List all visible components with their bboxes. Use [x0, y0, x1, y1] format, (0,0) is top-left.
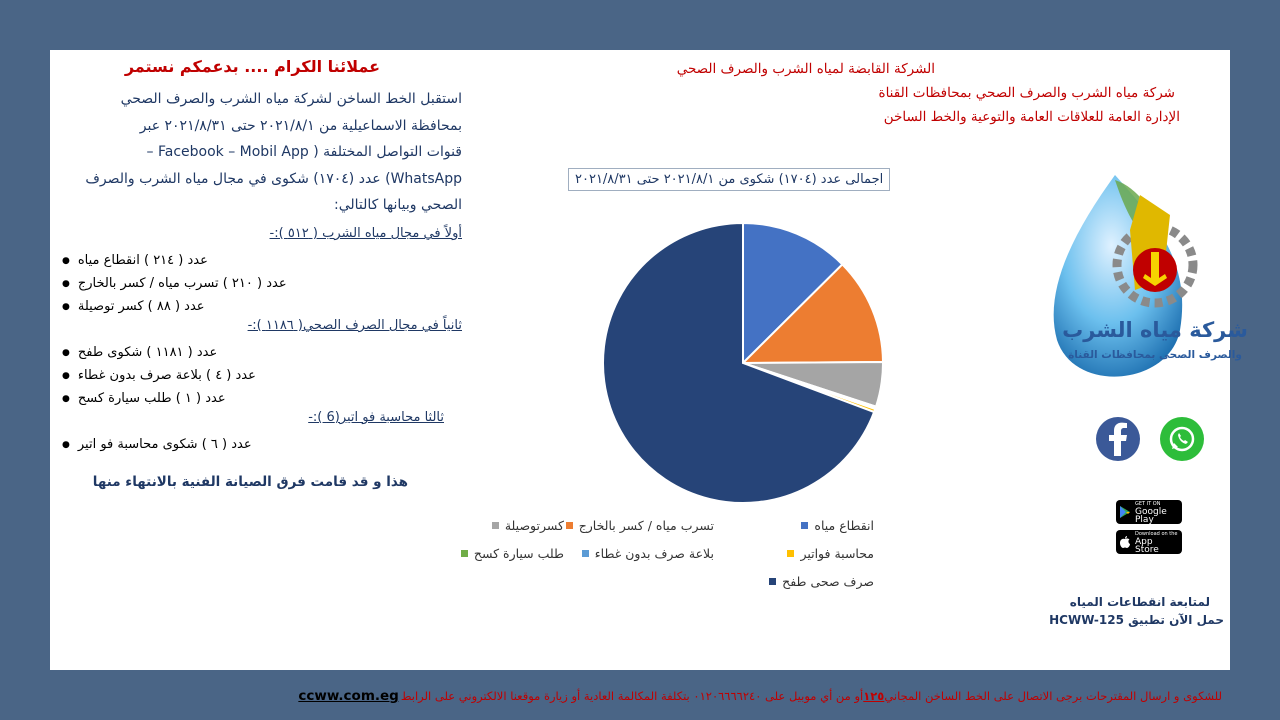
footer-text-part2: أو من أي موبيل على ٠١٢٠٦٦٦٦٢٤٠ بتكلفة المكالمة العادية أو زيارة موقعنا الالكتروني على الرابط — [400, 689, 864, 703]
legend-label: كسرتوصيلة — [504, 518, 564, 533]
org-company-name: شركة مياه الشرب والصرف الصحي بمحافظات القناة — [878, 85, 1175, 101]
legend-swatch — [787, 550, 794, 557]
whatsapp-icon[interactable] — [1159, 416, 1205, 462]
chart-legend — [473, 518, 934, 598]
legend-item — [582, 546, 714, 561]
org-holding-name: الشركة القابضة لمياه الشرب والصرف الصحي — [676, 61, 935, 77]
outage-follow-label: لمتابعة انقطاعات المياه — [1069, 595, 1210, 609]
intro-line: WhatsApp) عدد (١٧٠٤) شكوى في مجال مياه الشرب والصرف — [85, 170, 462, 187]
section-sewage-title: ثانياً في مجال الصرف الصحي( ١١٨٦ ):- — [247, 318, 462, 333]
section-billing-title: ثالثا محاسبة فو اتير(6 ):- — [308, 410, 444, 425]
legend-swatch — [801, 522, 808, 529]
list-item: ● عدد ( ٤ ) بلاعة صرف بدون غطاء — [62, 368, 256, 383]
legend-label: صرف صحى طفح — [782, 574, 874, 589]
legend-swatch — [582, 550, 589, 557]
legend-item — [801, 518, 874, 533]
headline: عملائنا الكرام .... بدعمكم نستمر — [124, 57, 380, 76]
legend-item — [461, 546, 564, 561]
list-item: ● عدد ( ٢١٤ ) انقطاع مياه — [62, 253, 208, 268]
footer-hotline-number[interactable]: ١٢٥ — [863, 689, 885, 703]
legend-label: بلاعة صرف بدون غطاء — [594, 546, 714, 561]
apple-icon — [1119, 535, 1131, 549]
intro-line: قنوات التواصل المختلفة ( Facebook – Mobil App – — [146, 144, 462, 160]
legend-item — [566, 518, 714, 533]
google-play-icon — [1119, 505, 1131, 519]
intro-line: بمحافظة الاسماعيلية من ٢٠٢١/٨/١ حتى ٢٠٢١/٨/٣١ عبر — [139, 117, 462, 134]
intro-paragraph — [62, 86, 462, 219]
legend-label: محاسبة فواتير — [800, 546, 874, 561]
google-play-badge[interactable]: GET IT ON Google Play — [1116, 500, 1182, 524]
legend-swatch — [566, 522, 573, 529]
footer-text-part1: للشكوى و ارسال المقترحات برجى الاتصال على الخط الساخن المجاني — [884, 689, 1222, 703]
intro-line: استقبل الخط الساخن لشركة مياه الشرب والصرف الصحي — [120, 91, 462, 107]
section-water-title: أولاً في مجال مياه الشرب ( ٥١٢ ):- — [269, 226, 462, 241]
facebook-icon[interactable] — [1095, 416, 1141, 462]
legend-swatch — [461, 550, 468, 557]
legend-item — [769, 574, 874, 589]
org-department-name: الإدارة العامة للعلاقات العامة والتوعية والخط الساخن — [883, 109, 1180, 125]
chart-title: اجمالى عدد (١٧٠٤) شكوى من ٢٠٢١/٨/١ حتى ٢٠٢١/٨/٣١ — [568, 168, 890, 191]
company-logo — [995, 170, 1248, 410]
app-store-badge[interactable]: Download on the App Store — [1116, 530, 1182, 554]
logo-name-line2: والصرف الصحى بمحافظات القناة — [1068, 349, 1242, 361]
logo-name-line1: شركة مياه الشرب — [1062, 318, 1248, 342]
legend-label: طلب سيارة كسح — [473, 546, 564, 561]
list-item: ● عدد ( ١١٨١ ) شكوى طفح — [62, 345, 218, 360]
website-link[interactable]: ccww.com.eg — [298, 688, 399, 704]
legend-swatch — [492, 522, 499, 529]
slide-canvas — [50, 50, 1248, 670]
legend-label: تسرب مياه / كسر بالخارج — [578, 518, 714, 533]
app-download-label: حمل الآن تطبيق HCWW-125 — [1049, 613, 1224, 627]
list-item: ● عدد ( ٨٨ ) كسر توصيلة — [62, 299, 205, 314]
maintenance-note: هذا و قد قامت فرق الصيانة الفنية بالانتهاء منها — [92, 474, 408, 490]
list-item: ● عدد ( ٦ ) شكوى محاسبة فو اتير — [62, 437, 252, 452]
list-item: ● عدد ( ٢١٠ ) تسرب مياه / كسر بالخارج — [62, 276, 287, 291]
legend-item — [787, 546, 874, 561]
complaints-list — [62, 226, 462, 456]
legend-label: انقطاع مياه — [814, 518, 874, 533]
legend-swatch — [769, 578, 776, 585]
list-item: ● عدد ( ١ ) طلب سيارة كسح — [62, 391, 226, 406]
footer-contact — [298, 688, 1222, 704]
intro-line: الصحي وبيانها كالتالي: — [333, 197, 462, 213]
legend-item — [492, 518, 564, 533]
pie-chart — [588, 208, 898, 518]
